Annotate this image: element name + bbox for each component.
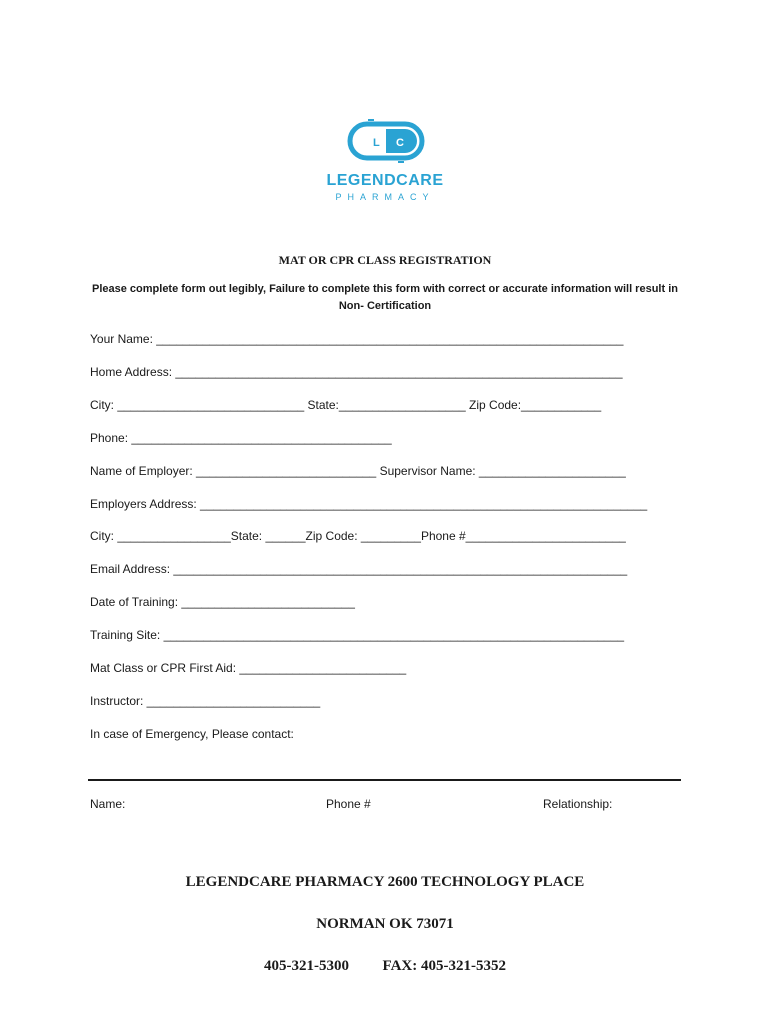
instructor-field[interactable]: Instructor: __________________________: [90, 694, 321, 708]
employer-city-state-zip-phone-field[interactable]: City: _________________State: ______Zip Code: _________Phone #________________________: [90, 529, 626, 543]
logo-initial-right: C: [396, 137, 404, 149]
contact-name-label: Name:: [90, 797, 126, 811]
employer-field[interactable]: Name of Employer: ___________________________ Supervisor Name: ______________________: [90, 464, 626, 478]
footer-fax: FAX: 405-321-5352: [382, 958, 506, 974]
emergency-contact-label: In case of Emergency, Please contact:: [90, 727, 294, 741]
contact-relationship-label: Relationship:: [543, 797, 613, 811]
home-address-field[interactable]: Home Address: ___________________________________________________________________: [90, 365, 623, 379]
logo-initial-left: L: [373, 137, 380, 149]
brand-name: LEGENDCARE: [326, 172, 444, 189]
pill-icon: [346, 118, 426, 164]
form-title: MAT OR CPR CLASS REGISTRATION: [278, 253, 492, 267]
form-instructions: Please complete form out legibly, Failure to complete this form with correct or accurate information will result in Non- Certification: [92, 283, 678, 312]
footer-city: NORMAN OK 73071: [316, 916, 454, 932]
emergency-contact-line[interactable]: [88, 779, 681, 781]
phone-field[interactable]: Phone: _______________________________________: [90, 431, 392, 445]
footer-address: LEGENDCARE PHARMACY 2600 TECHNOLOGY PLACE: [185, 874, 585, 890]
city-state-zip-field[interactable]: City: ____________________________ State:___________________ Zip Code:____________: [90, 398, 602, 412]
employers-address-field[interactable]: Employers Address: ___________________________________________________________________: [90, 497, 648, 511]
contact-phone-label: Phone #: [326, 797, 371, 811]
mat-class-field[interactable]: Mat Class or CPR First Aid: _________________________: [90, 661, 407, 675]
training-site-field[interactable]: Training Site: _____________________________________________________________________: [90, 628, 625, 642]
date-of-training-field[interactable]: Date of Training: __________________________: [90, 595, 355, 609]
footer-phone: 405-321-5300: [264, 958, 350, 974]
footer-phone-line: [0, 958, 770, 975]
email-field[interactable]: Email Address: ____________________________________________________________________: [90, 562, 628, 576]
brand-subtitle: PHARMACY: [335, 192, 435, 202]
your-name-field[interactable]: Your Name: ______________________________________________________________________: [90, 332, 624, 346]
